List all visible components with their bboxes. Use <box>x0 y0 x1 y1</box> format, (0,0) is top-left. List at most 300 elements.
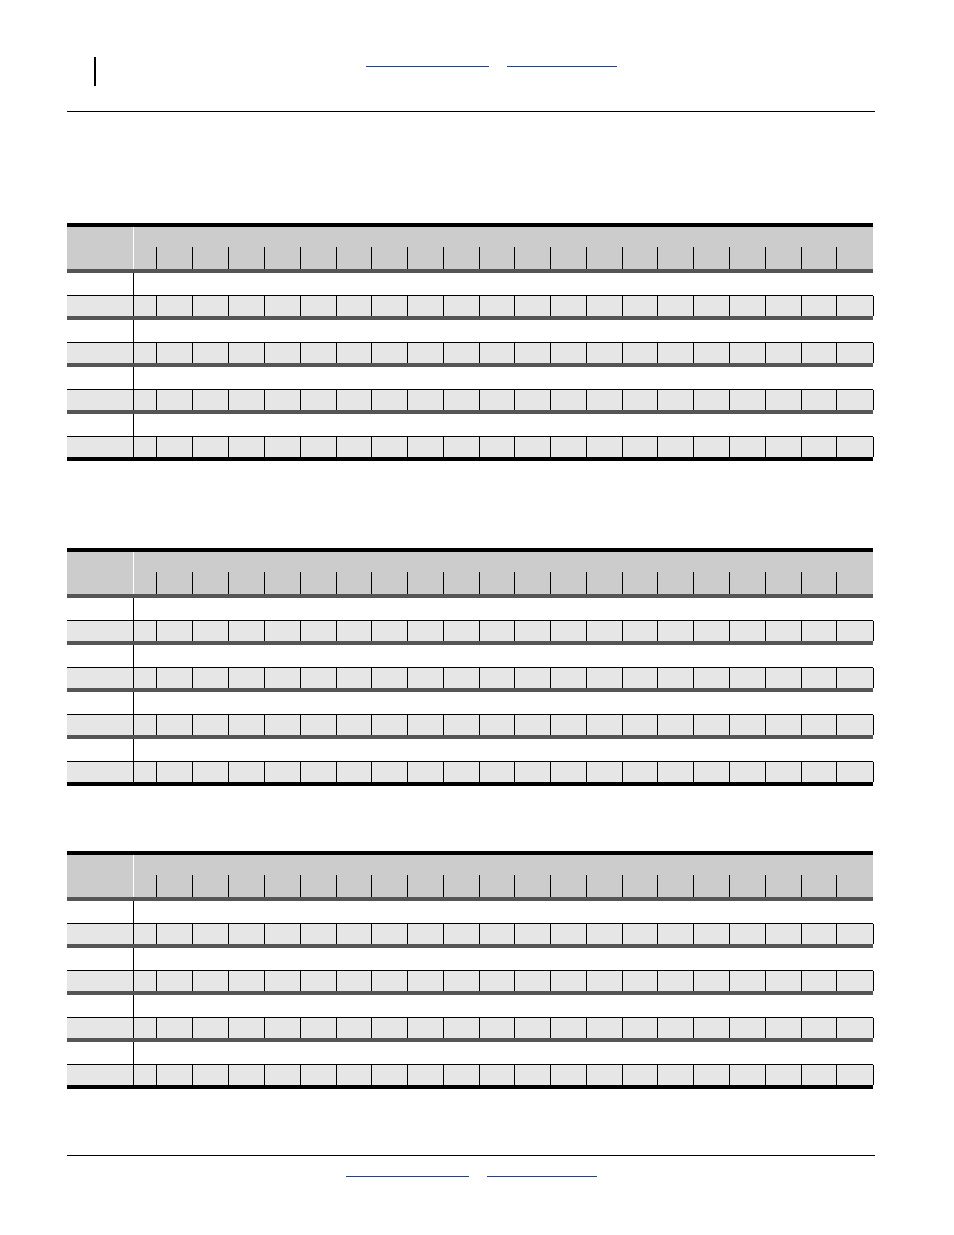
stub-divider <box>133 645 134 667</box>
header-link-1[interactable] <box>366 66 489 67</box>
table-cell <box>658 762 694 782</box>
header-column-divider <box>371 875 372 897</box>
header-column-divider <box>622 572 623 594</box>
table-cell <box>802 343 837 363</box>
header-column-divider <box>693 875 694 897</box>
table-header-row <box>67 227 873 269</box>
table-cell <box>551 715 587 735</box>
table-cell <box>587 296 623 316</box>
table-cell <box>837 343 874 363</box>
table-cell <box>623 437 658 457</box>
table-cell <box>515 1065 551 1085</box>
table-cell <box>408 437 444 457</box>
table-cell <box>766 390 802 410</box>
table-cell <box>623 1065 658 1085</box>
table-cell <box>623 715 658 735</box>
table-cell <box>265 1065 301 1085</box>
table-row <box>67 668 873 688</box>
table-cell <box>694 343 730 363</box>
header-column-divider <box>156 247 157 269</box>
header-column-divider <box>550 572 551 594</box>
table-cell <box>337 762 372 782</box>
table-cell <box>229 762 265 782</box>
header-column-divider <box>228 247 229 269</box>
table-cell <box>372 621 408 641</box>
table-cell <box>623 343 658 363</box>
section-label-row <box>67 273 873 295</box>
section-label-row <box>67 320 873 342</box>
header-column-divider <box>336 572 337 594</box>
table-cell <box>265 296 301 316</box>
footer-link-2[interactable] <box>487 1176 597 1177</box>
header-column-divider <box>192 875 193 897</box>
table-cell <box>337 343 372 363</box>
header-column-divider <box>300 247 301 269</box>
table-cell <box>337 390 372 410</box>
table-cell <box>265 668 301 688</box>
table-cell <box>837 390 874 410</box>
table-row <box>67 390 873 410</box>
table-cell <box>730 296 766 316</box>
table-cell <box>623 668 658 688</box>
header-column-divider <box>300 572 301 594</box>
table-cell <box>587 762 623 782</box>
table-cell <box>658 1018 694 1038</box>
table-cell <box>134 715 157 735</box>
table-cell <box>837 971 874 991</box>
table-cell <box>515 762 551 782</box>
table-row <box>67 762 873 782</box>
table-cell <box>134 1018 157 1038</box>
table-cell <box>766 762 802 782</box>
table-cell <box>265 1018 301 1038</box>
table-cell <box>408 762 444 782</box>
header-column-divider <box>765 875 766 897</box>
table-cell <box>587 1065 623 1085</box>
table-cell <box>658 437 694 457</box>
row-stub-cell <box>67 762 133 782</box>
header-column-divider <box>264 247 265 269</box>
table-cell <box>515 390 551 410</box>
table-cell <box>480 668 515 688</box>
table-cell <box>408 621 444 641</box>
section-label-row <box>67 995 873 1017</box>
table-row <box>67 343 873 363</box>
table-cell <box>837 762 874 782</box>
table-cell <box>408 668 444 688</box>
table-cell <box>193 762 229 782</box>
table-cell <box>587 390 623 410</box>
table-cell <box>515 668 551 688</box>
table-cell <box>730 390 766 410</box>
table-cell <box>372 1018 408 1038</box>
table-cell <box>193 621 229 641</box>
header-column-divider <box>479 247 480 269</box>
header-column-divider <box>514 875 515 897</box>
table-cell <box>444 971 480 991</box>
table-cell <box>444 1018 480 1038</box>
row-stub-cell <box>67 1018 133 1038</box>
table-cell <box>658 715 694 735</box>
header-column-divider <box>264 572 265 594</box>
table-cell <box>229 296 265 316</box>
table-cell <box>515 715 551 735</box>
table-cell <box>551 762 587 782</box>
header-link-2[interactable] <box>507 66 617 67</box>
table-cell <box>134 1065 157 1085</box>
table-cell <box>301 715 337 735</box>
table-cell <box>372 668 408 688</box>
table-cell <box>265 437 301 457</box>
table-cell <box>265 762 301 782</box>
table-cell <box>766 1065 802 1085</box>
header-column-divider <box>836 572 837 594</box>
table-cell <box>802 924 837 944</box>
header-column-divider <box>729 875 730 897</box>
row-stub-cell <box>67 1065 133 1085</box>
table-cell <box>837 715 874 735</box>
table-cell <box>658 343 694 363</box>
table-cell <box>730 437 766 457</box>
table-cell <box>229 343 265 363</box>
table-cell <box>301 296 337 316</box>
header-column-divider <box>586 875 587 897</box>
table-cell <box>623 621 658 641</box>
table-cell <box>337 296 372 316</box>
table-cell <box>337 715 372 735</box>
table-cell <box>515 971 551 991</box>
header-column-divider <box>479 572 480 594</box>
table-cell <box>444 762 480 782</box>
table-cell <box>134 621 157 641</box>
header-column-divider <box>586 247 587 269</box>
table-row <box>67 621 873 641</box>
table-cell <box>802 762 837 782</box>
table-cell <box>408 715 444 735</box>
table-cell <box>730 1018 766 1038</box>
table-cell <box>134 296 157 316</box>
table-cell <box>730 343 766 363</box>
table-cell <box>193 390 229 410</box>
table-cell <box>515 296 551 316</box>
stub-divider <box>133 692 134 714</box>
section-border <box>67 782 873 786</box>
table-cell <box>157 668 193 688</box>
header-column-divider <box>407 572 408 594</box>
table-row <box>67 715 873 735</box>
table-cell <box>229 1018 265 1038</box>
table-cell <box>551 296 587 316</box>
header-column-divider <box>300 875 301 897</box>
table-cell <box>229 924 265 944</box>
table-cell <box>730 762 766 782</box>
table-cell <box>193 1018 229 1038</box>
header-column-divider <box>192 572 193 594</box>
table-cell <box>229 621 265 641</box>
table-cell <box>408 1065 444 1085</box>
table-cell <box>301 668 337 688</box>
table-cell <box>265 924 301 944</box>
stub-divider <box>133 1042 134 1064</box>
table-cell <box>802 621 837 641</box>
table-cell <box>766 715 802 735</box>
table-cell <box>623 971 658 991</box>
table-cell <box>837 924 874 944</box>
header-column-divider <box>801 875 802 897</box>
header-stub-separator <box>133 227 134 269</box>
header-column-divider <box>514 572 515 594</box>
table-cell <box>337 621 372 641</box>
table-cell <box>480 924 515 944</box>
table-cell <box>694 924 730 944</box>
table-cell <box>802 715 837 735</box>
table-cell <box>193 296 229 316</box>
table-cell <box>444 1065 480 1085</box>
table-cell <box>551 621 587 641</box>
header-rule <box>67 111 875 112</box>
table-cell <box>134 390 157 410</box>
table-cell <box>301 343 337 363</box>
table-cell <box>802 668 837 688</box>
table-cell <box>802 1018 837 1038</box>
table-cell <box>694 971 730 991</box>
row-stub-cell <box>67 971 133 991</box>
table-cell <box>301 924 337 944</box>
section-label-row <box>67 901 873 923</box>
row-stub-cell <box>67 296 133 316</box>
table-cell <box>157 715 193 735</box>
table-cell <box>551 1065 587 1085</box>
table-cell <box>372 296 408 316</box>
table-cell <box>766 668 802 688</box>
table-cell <box>134 437 157 457</box>
table-cell <box>372 715 408 735</box>
header-column-divider <box>801 572 802 594</box>
section-label-row <box>67 367 873 389</box>
table-cell <box>837 437 874 457</box>
header-column-divider <box>156 875 157 897</box>
section-label-row <box>67 645 873 667</box>
header-column-divider <box>765 247 766 269</box>
table-cell <box>193 971 229 991</box>
stub-divider <box>133 739 134 761</box>
table-cell <box>134 668 157 688</box>
header-column-divider <box>443 572 444 594</box>
table-row <box>67 437 873 457</box>
table-cell <box>480 762 515 782</box>
table-cell <box>694 1018 730 1038</box>
header-column-divider <box>586 572 587 594</box>
stub-divider <box>133 414 134 436</box>
table-cell <box>694 715 730 735</box>
table-cell <box>157 390 193 410</box>
table-cell <box>694 296 730 316</box>
table-cell <box>766 924 802 944</box>
header-column-divider <box>693 572 694 594</box>
table-cell <box>694 390 730 410</box>
table-cell <box>551 390 587 410</box>
table-cell <box>766 296 802 316</box>
table-cell <box>337 1018 372 1038</box>
table-cell <box>134 924 157 944</box>
table-cell <box>551 437 587 457</box>
table-cell <box>658 1065 694 1085</box>
table-header-row <box>67 855 873 897</box>
header-column-divider <box>657 247 658 269</box>
table-cell <box>480 715 515 735</box>
table-cell <box>372 971 408 991</box>
stub-divider <box>133 320 134 342</box>
header-column-divider <box>657 572 658 594</box>
table-cell <box>802 971 837 991</box>
table-cell <box>157 1065 193 1085</box>
table-cell <box>301 971 337 991</box>
table-cell <box>337 924 372 944</box>
row-stub-cell <box>67 924 133 944</box>
table-cell <box>658 668 694 688</box>
table-cell <box>229 1065 265 1085</box>
section-label-row <box>67 692 873 714</box>
table-cell <box>301 621 337 641</box>
table-cell <box>265 971 301 991</box>
stub-divider <box>133 598 134 620</box>
table-cell <box>157 343 193 363</box>
stub-divider <box>133 948 134 970</box>
row-stub-cell <box>67 668 133 688</box>
table-cell <box>587 971 623 991</box>
table-cell <box>694 1065 730 1085</box>
table-cell <box>766 971 802 991</box>
table-cell <box>837 668 874 688</box>
header-column-divider <box>228 875 229 897</box>
table-cell <box>337 971 372 991</box>
stub-divider <box>133 995 134 1017</box>
table-cell <box>408 971 444 991</box>
header-column-divider <box>729 572 730 594</box>
table-cell <box>837 621 874 641</box>
table-cell <box>444 924 480 944</box>
header-column-divider <box>371 572 372 594</box>
table-cell <box>134 343 157 363</box>
table-cell <box>623 924 658 944</box>
table-cell <box>837 1065 874 1085</box>
change-bar <box>94 57 96 86</box>
table-cell <box>408 1018 444 1038</box>
table-cell <box>301 762 337 782</box>
table-cell <box>372 343 408 363</box>
row-stub-cell <box>67 343 133 363</box>
table-cell <box>515 621 551 641</box>
table-cell <box>515 1018 551 1038</box>
table-cell <box>444 621 480 641</box>
footer-rule <box>67 1155 875 1156</box>
table-cell <box>157 1018 193 1038</box>
header-column-divider <box>407 247 408 269</box>
header-column-divider <box>657 875 658 897</box>
header-column-divider <box>550 875 551 897</box>
header-column-divider <box>622 247 623 269</box>
header-column-divider <box>836 247 837 269</box>
table-cell <box>551 1018 587 1038</box>
table-cell <box>658 971 694 991</box>
section-label-row <box>67 948 873 970</box>
table-cell <box>623 762 658 782</box>
table-cell <box>480 296 515 316</box>
table-cell <box>229 715 265 735</box>
footer-link-1[interactable] <box>346 1176 469 1177</box>
header-column-divider <box>765 572 766 594</box>
table-cell <box>193 1065 229 1085</box>
table-cell <box>480 1065 515 1085</box>
table-cell <box>658 390 694 410</box>
table-cell <box>229 390 265 410</box>
table-cell <box>193 437 229 457</box>
table-cell <box>301 437 337 457</box>
table-cell <box>265 621 301 641</box>
table-cell <box>694 621 730 641</box>
table-cell <box>551 924 587 944</box>
row-stub-cell <box>67 621 133 641</box>
stub-divider <box>133 273 134 295</box>
table-cell <box>265 343 301 363</box>
header-column-divider <box>550 247 551 269</box>
table-cell <box>480 343 515 363</box>
table-cell <box>730 924 766 944</box>
table-cell <box>658 924 694 944</box>
header-column-divider <box>371 247 372 269</box>
table-cell <box>766 1018 802 1038</box>
table-cell <box>587 1018 623 1038</box>
table-cell <box>587 437 623 457</box>
table-cell <box>551 668 587 688</box>
table-cell <box>337 668 372 688</box>
table-cell <box>444 296 480 316</box>
table-cell <box>372 762 408 782</box>
header-column-divider <box>514 247 515 269</box>
table-cell <box>658 296 694 316</box>
section-label-row <box>67 598 873 620</box>
table-cell <box>372 924 408 944</box>
table-cell <box>587 343 623 363</box>
table-cell <box>480 1018 515 1038</box>
table-cell <box>515 924 551 944</box>
table-row <box>67 924 873 944</box>
table-cell <box>658 621 694 641</box>
table-cell <box>551 343 587 363</box>
table-cell <box>444 390 480 410</box>
table-cell <box>408 924 444 944</box>
table-cell <box>301 1065 337 1085</box>
table-cell <box>837 1018 874 1038</box>
table-cell <box>337 1065 372 1085</box>
header-column-divider <box>836 875 837 897</box>
section-label-row <box>67 414 873 436</box>
table-cell <box>193 715 229 735</box>
header-column-divider <box>729 247 730 269</box>
table-cell <box>193 924 229 944</box>
table-cell <box>623 1018 658 1038</box>
row-stub-cell <box>67 715 133 735</box>
table-cell <box>802 390 837 410</box>
table-cell <box>730 668 766 688</box>
table-cell <box>766 437 802 457</box>
header-column-divider <box>693 247 694 269</box>
table-cell <box>766 621 802 641</box>
table-cell <box>193 343 229 363</box>
table-cell <box>301 390 337 410</box>
table-cell <box>157 296 193 316</box>
table-cell <box>730 621 766 641</box>
